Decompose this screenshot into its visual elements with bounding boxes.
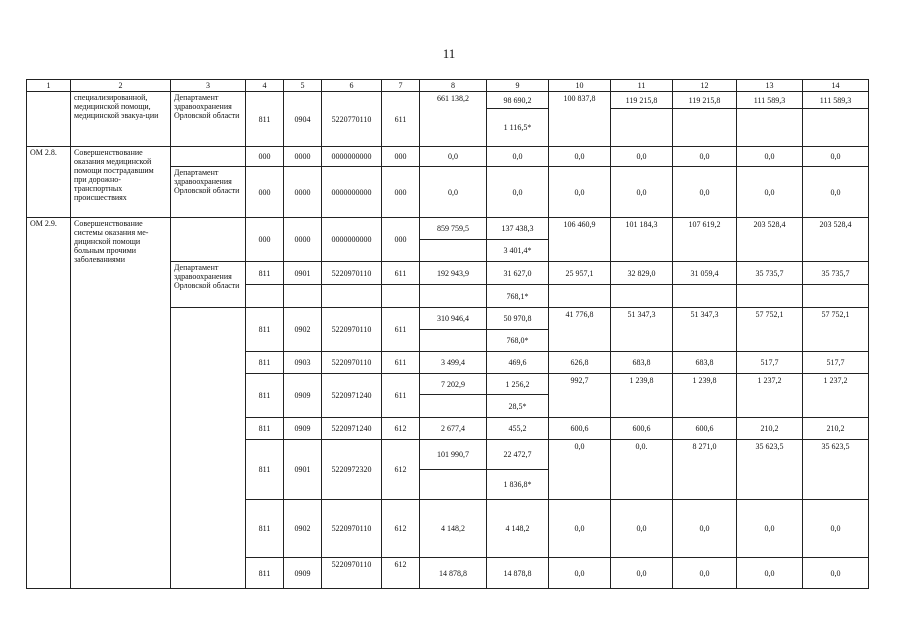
header-row: [27, 80, 869, 92]
value-cell-footnote: 1 836,8*: [487, 470, 549, 500]
value-cell: 0,0: [803, 167, 869, 218]
value-cell: 0,0: [737, 167, 803, 218]
cell-c6: 5220970110: [322, 558, 382, 589]
value-cell: 626,8: [549, 352, 611, 374]
value-cell: 119 215,8: [611, 92, 673, 109]
value-cell: 455,2: [487, 418, 549, 440]
value-cell: 51 347,3: [611, 308, 673, 352]
cell-c7: 612: [382, 440, 420, 500]
value-cell: 0,0: [487, 147, 549, 167]
value-cell: 35 623,5: [737, 440, 803, 500]
value-cell: 50 970,8: [487, 308, 549, 330]
value-cell: 661 138,2: [420, 92, 487, 147]
value-cell: 101 184,3: [611, 218, 673, 262]
empty-cell: [382, 285, 420, 308]
code-cell: ОМ 2.8.: [27, 147, 71, 218]
value-cell-footnote: 28,5*: [487, 395, 549, 418]
value-cell: 0,0: [673, 558, 737, 589]
cell-c7: 000: [382, 167, 420, 218]
value-cell: 600,6: [673, 418, 737, 440]
header-cell: 6: [322, 80, 382, 92]
value-cell: 1 239,8: [611, 374, 673, 418]
department-cell: [171, 218, 246, 262]
value-cell: 203 528,4: [737, 218, 803, 262]
value-cell: 106 460,9: [549, 218, 611, 262]
value-cell: 600,6: [611, 418, 673, 440]
value-cell: 210,2: [803, 418, 869, 440]
budget-table: [26, 79, 869, 589]
value-cell: 14 878,8: [487, 558, 549, 589]
cell-c6: 0000000000: [322, 218, 382, 262]
value-cell: 0,0: [803, 558, 869, 589]
value-cell: 4 148,2: [420, 500, 487, 558]
table-row: [27, 92, 869, 109]
empty-cell: [420, 285, 487, 308]
value-cell: 0,0: [420, 147, 487, 167]
measure-name: Совершенствование системы оказания ме-дицинской помощи больным прочими заболеваниями: [71, 218, 171, 589]
value-cell: 0,0: [803, 147, 869, 167]
value-cell: 683,8: [673, 352, 737, 374]
value-cell: 517,7: [737, 352, 803, 374]
empty-cell: [420, 395, 487, 418]
code-cell: ОМ 2.9.: [27, 218, 71, 589]
value-cell: 0,0: [673, 147, 737, 167]
value-cell: 0,0: [549, 167, 611, 218]
department-cell: Департамент здравоохранения Орловской области: [171, 262, 246, 308]
table-row: [27, 218, 869, 240]
value-cell: 31 059,4: [673, 262, 737, 285]
value-cell: 111 589,3: [737, 92, 803, 109]
value-cell: 14 878,8: [420, 558, 487, 589]
value-cell: 4 148,2: [487, 500, 549, 558]
value-cell: 1 237,2: [737, 374, 803, 418]
value-cell: 0,0: [737, 500, 803, 558]
value-cell: 0,0: [487, 167, 549, 218]
value-cell: 137 438,3: [487, 218, 549, 240]
header-cell: 12: [673, 80, 737, 92]
header-cell: 3: [171, 80, 246, 92]
cell-c6: 5220970110: [322, 262, 382, 285]
value-cell: 600,6: [549, 418, 611, 440]
cell-c4: 811: [246, 262, 284, 285]
value-cell: 25 957,1: [549, 262, 611, 285]
value-cell: 0,0: [611, 500, 673, 558]
cell-c5: 0909: [284, 374, 322, 418]
cell-c7: 611: [382, 374, 420, 418]
cell-c6: 5220970110: [322, 500, 382, 558]
cell-c5: 0901: [284, 440, 322, 500]
header-cell: 1: [27, 80, 71, 92]
empty-cell: [673, 109, 737, 147]
value-cell: 35 735,7: [737, 262, 803, 285]
table-row: [27, 147, 869, 167]
cell-c7: 611: [382, 262, 420, 285]
value-cell: 0,0: [611, 147, 673, 167]
cell-c4: 811: [246, 418, 284, 440]
department-cell: Департамент здравоохранения Орловской области: [171, 92, 246, 147]
value-cell: 0,0: [803, 500, 869, 558]
cell-c6: 5220770110: [322, 92, 382, 147]
value-cell: 310 946,4: [420, 308, 487, 330]
cell-c6: 5220970110: [322, 352, 382, 374]
empty-cell: [549, 285, 611, 308]
cell-c5: 0909: [284, 558, 322, 589]
value-cell: 683,8: [611, 352, 673, 374]
cell-c7: 000: [382, 218, 420, 262]
value-cell: 57 752,1: [803, 308, 869, 352]
cell-c7: 611: [382, 308, 420, 352]
header-cell: 14: [803, 80, 869, 92]
value-cell: 2 677,4: [420, 418, 487, 440]
value-cell: 0,0: [673, 167, 737, 218]
cell-c6: 0000000000: [322, 167, 382, 218]
value-cell: 0,0: [549, 500, 611, 558]
cell-c4: 000: [246, 167, 284, 218]
value-cell: 35 623,5: [803, 440, 869, 500]
empty-cell: [322, 285, 382, 308]
value-cell: 0,0: [549, 558, 611, 589]
value-cell: 859 759,5: [420, 218, 487, 240]
cell-c6: 5220971240: [322, 374, 382, 418]
value-cell: 210,2: [737, 418, 803, 440]
code-cell: [27, 92, 71, 147]
header-cell: 10: [549, 80, 611, 92]
value-cell: 111 589,3: [803, 92, 869, 109]
cell-c4: 811: [246, 92, 284, 147]
empty-cell: [803, 285, 869, 308]
header-cell: 5: [284, 80, 322, 92]
measure-name: специализированной, медицинской помощи, медицинской эвакуа-ции: [71, 92, 171, 147]
value-cell: 22 472,7: [487, 440, 549, 470]
value-cell: 31 627,0: [487, 262, 549, 285]
empty-cell: [420, 240, 487, 262]
cell-c4: 000: [246, 218, 284, 262]
cell-c7: 612: [382, 418, 420, 440]
value-cell: 7 202,9: [420, 374, 487, 395]
value-cell: 0,0: [611, 558, 673, 589]
value-cell: 0,0: [611, 167, 673, 218]
value-cell: 107 619,2: [673, 218, 737, 262]
cell-c5: 0902: [284, 308, 322, 352]
value-cell: 1 239,8: [673, 374, 737, 418]
header-cell: 4: [246, 80, 284, 92]
empty-cell: [737, 285, 803, 308]
cell-c7: 612: [382, 558, 420, 589]
value-cell: 119 215,8: [673, 92, 737, 109]
value-cell: 0,0: [673, 500, 737, 558]
value-cell-footnote: 768,0*: [487, 330, 549, 352]
value-cell: 0,0: [549, 440, 611, 500]
cell-c4: 811: [246, 308, 284, 352]
cell-c5: 0000: [284, 218, 322, 262]
header-cell: 2: [71, 80, 171, 92]
cell-c4: 811: [246, 440, 284, 500]
empty-cell: [420, 330, 487, 352]
cell-c6: 5220970110: [322, 308, 382, 352]
value-cell: 0,0.: [611, 440, 673, 500]
value-cell-footnote: 1 116,5*: [487, 109, 549, 147]
cell-c7: 000: [382, 147, 420, 167]
empty-cell: [803, 109, 869, 147]
page-number: 11: [442, 46, 456, 61]
cell-c4: 811: [246, 558, 284, 589]
cell-c5: 0904: [284, 92, 322, 147]
value-cell: 517,7: [803, 352, 869, 374]
value-cell: 57 752,1: [737, 308, 803, 352]
cell-c6: 5220972320: [322, 440, 382, 500]
empty-cell: [611, 109, 673, 147]
cell-c5: 0000: [284, 147, 322, 167]
cell-c5: 0909: [284, 418, 322, 440]
header-cell: 11: [611, 80, 673, 92]
cell-c4: 811: [246, 500, 284, 558]
value-cell: 203 528,4: [803, 218, 869, 262]
empty-cell: [420, 470, 487, 500]
cell-c5: 0902: [284, 500, 322, 558]
cell-c7: 611: [382, 92, 420, 147]
value-cell: 469,6: [487, 352, 549, 374]
value-cell: 0,0: [737, 558, 803, 589]
value-cell: 51 347,3: [673, 308, 737, 352]
value-cell: 41 776,8: [549, 308, 611, 352]
value-cell: 0,0: [549, 147, 611, 167]
cell-c5: 0000: [284, 167, 322, 218]
header-cell: 13: [737, 80, 803, 92]
empty-cell: [246, 285, 284, 308]
cell-c7: 611: [382, 352, 420, 374]
header-cell: 9: [487, 80, 549, 92]
value-cell: 0,0: [737, 147, 803, 167]
cell-c4: 000: [246, 147, 284, 167]
value-cell: 100 837,8: [549, 92, 611, 147]
value-cell: 3 499,4: [420, 352, 487, 374]
header-cell: 8: [420, 80, 487, 92]
value-cell: 32 829,0: [611, 262, 673, 285]
measure-name: Совершенствование оказания медицинской помощи пострадавшим при дорожно-транспортных происшествиях: [71, 147, 171, 218]
cell-c7: 612: [382, 500, 420, 558]
value-cell: 8 271,0: [673, 440, 737, 500]
value-cell: 992,7: [549, 374, 611, 418]
value-cell: 35 735,7: [803, 262, 869, 285]
cell-c5: 0903: [284, 352, 322, 374]
empty-cell: [611, 285, 673, 308]
empty-cell: [737, 109, 803, 147]
value-cell: 1 237,2: [803, 374, 869, 418]
value-cell: 0,0: [420, 167, 487, 218]
value-cell: 1 256,2: [487, 374, 549, 395]
value-cell: 101 990,7: [420, 440, 487, 470]
value-cell: 98 690,2: [487, 92, 549, 109]
header-cell: 7: [382, 80, 420, 92]
empty-cell: [673, 285, 737, 308]
empty-cell: [284, 285, 322, 308]
department-cell-continued: [171, 308, 246, 589]
value-cell-footnote: 3 401,4*: [487, 240, 549, 262]
department-cell: Департамент здравоохранения Орловской области: [171, 167, 246, 218]
cell-c6: 0000000000: [322, 147, 382, 167]
department-cell: [171, 147, 246, 167]
value-cell-footnote: 768,1*: [487, 285, 549, 308]
cell-c6: 5220971240: [322, 418, 382, 440]
value-cell: 192 943,9: [420, 262, 487, 285]
cell-c4: 811: [246, 352, 284, 374]
cell-c4: 811: [246, 374, 284, 418]
cell-c5: 0901: [284, 262, 322, 285]
